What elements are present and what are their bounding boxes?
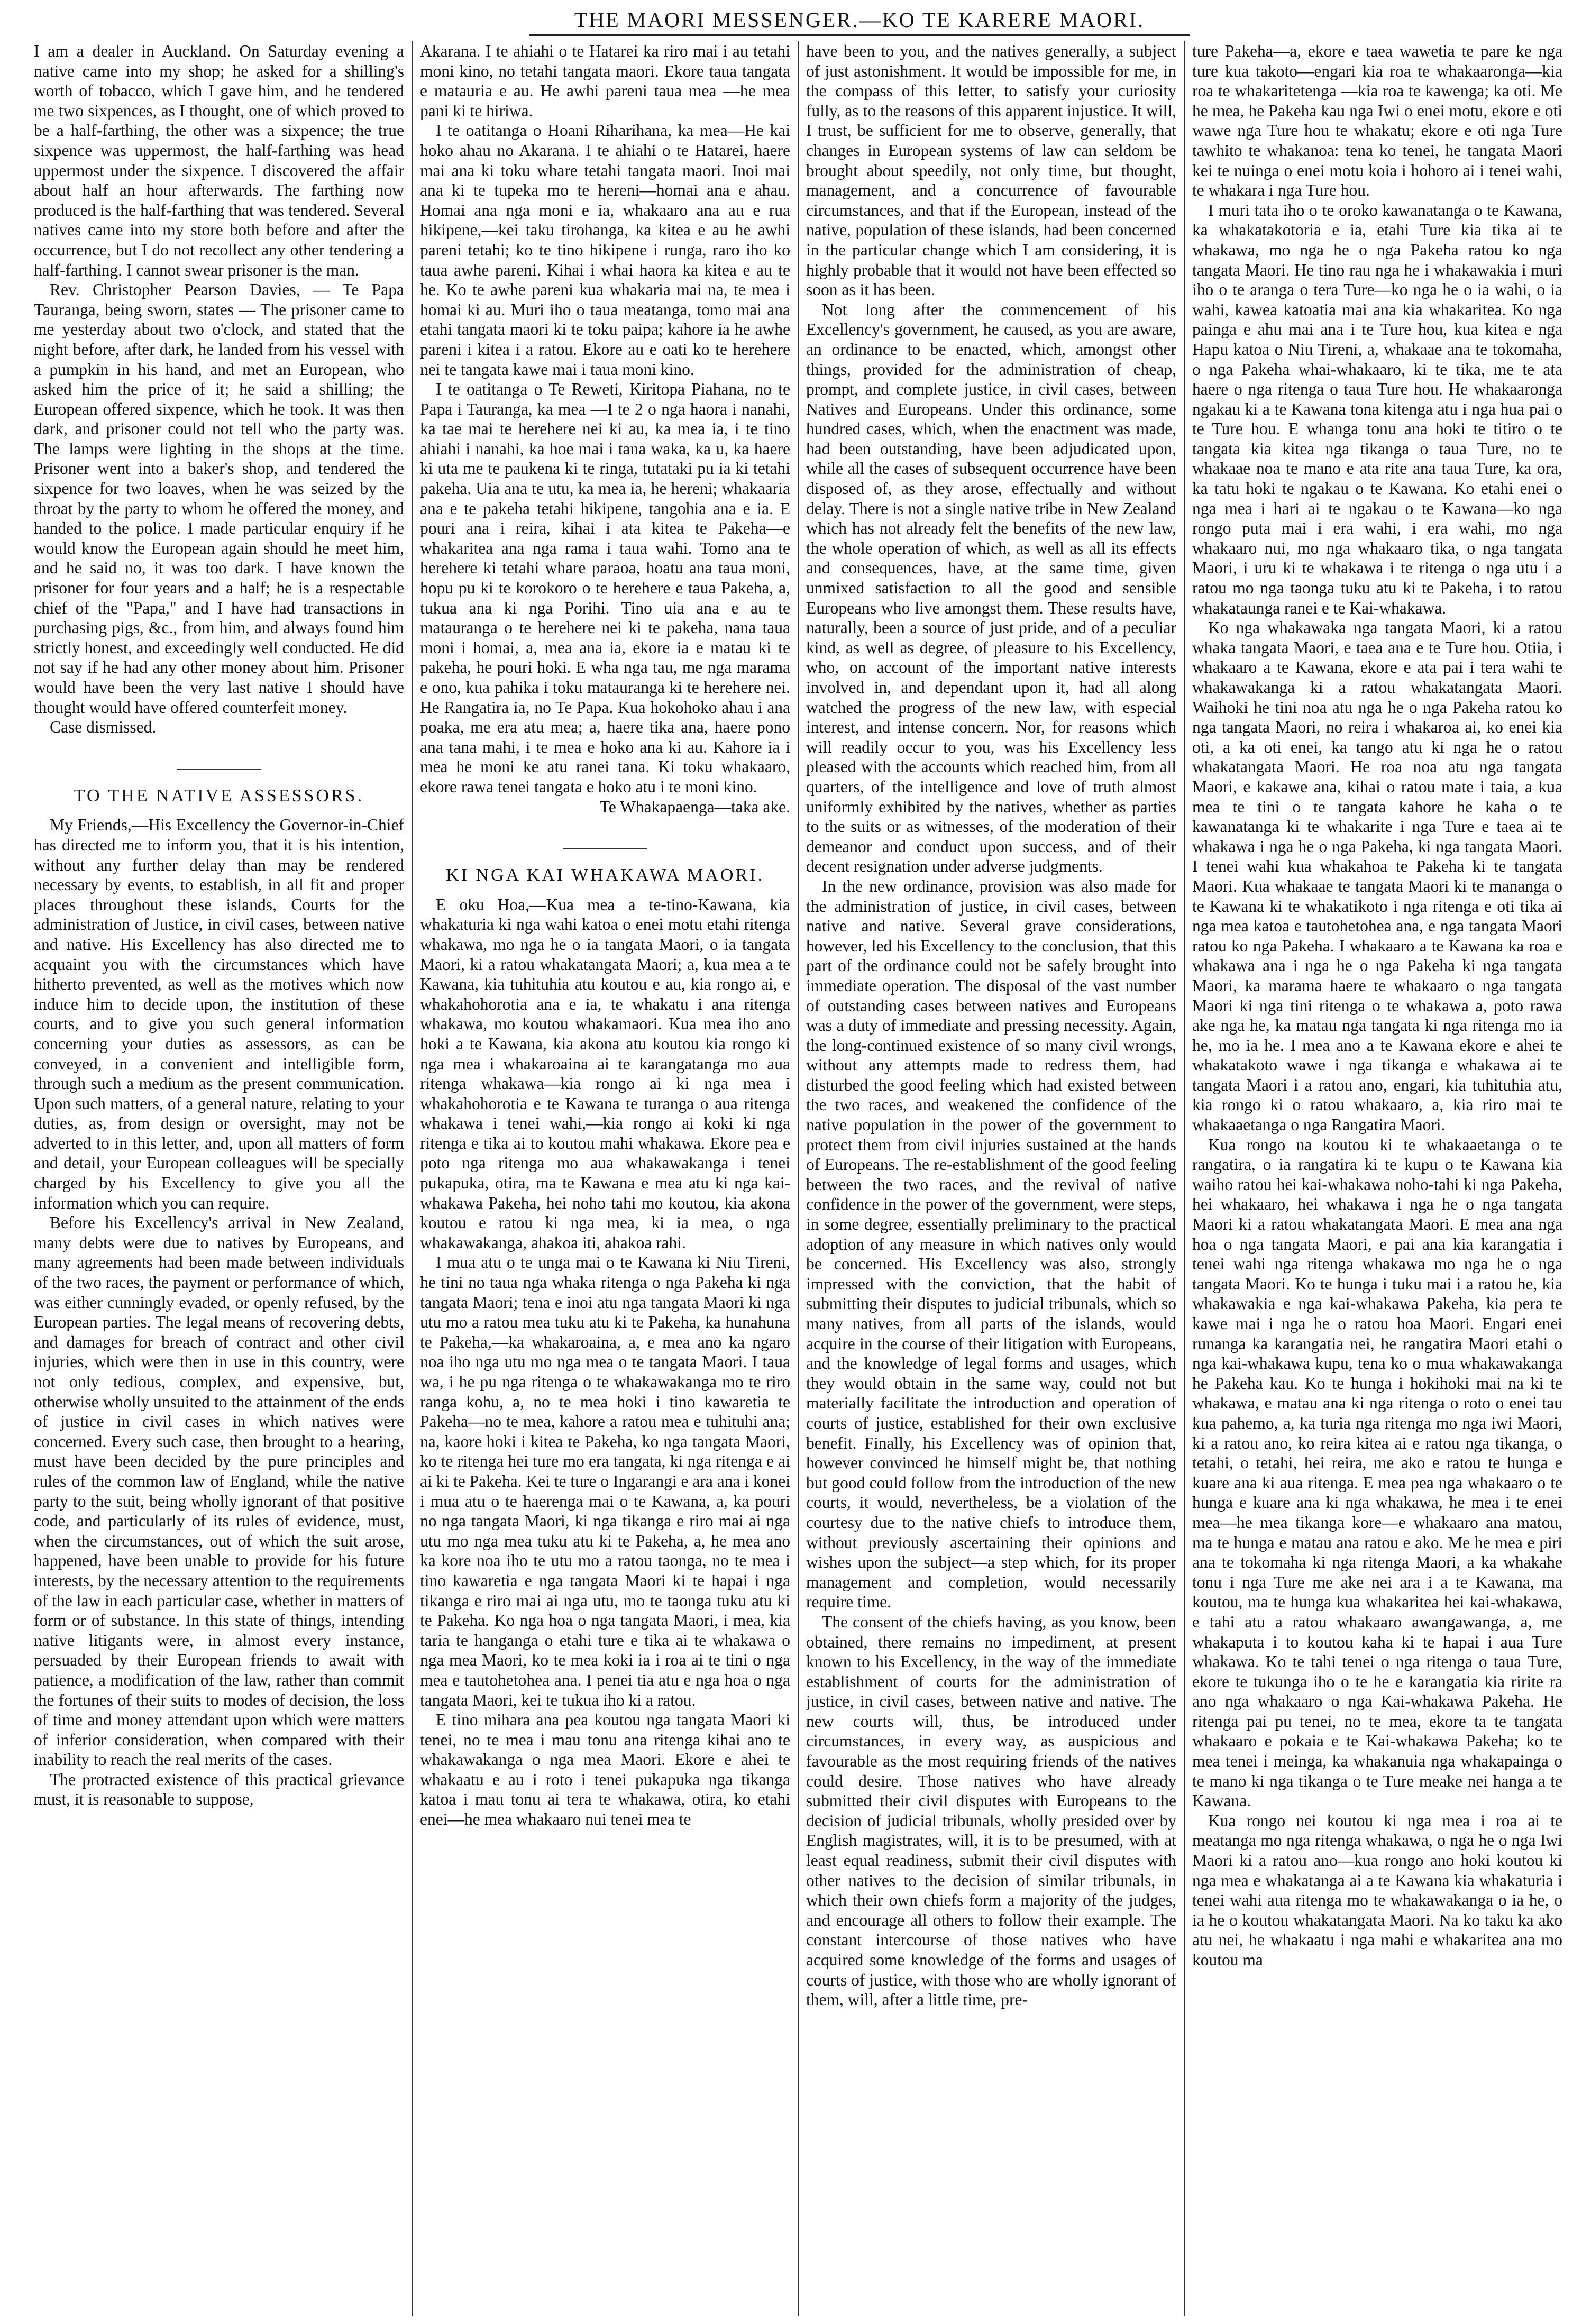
testimony-maori: I te oatitanga o Te Reweti, Kiritopa Piahana, no te Papa i Tauranga, ka mea —I te 2 o nga haora i nanahi, ka tae mai te herehere nei ki au, ka mea ia, i te tino ahiahi i nanahi, ka hoe mai i tana waka, ka u, ka haere ki uta me te paukena ki te ringa, tutataki pu ia ki tetahi pakeha. Uia ana te utu, ka mea ia, he hereni; whakaaria ana e te pakeha tetahi hikipene, tangohia ana e ia. E pouri ana i reira, kihai i ata kitea te Pakeha—e whakaritea ana nga rama i taua wahi. Tomo ana te herehere ki tetahi whare paraoa, hoatu ana taua moni, hopu pu ki te korokoro o te herehere e taua Pakeha, a, tukua ana ki nga Porihi. Tino uia ana e au te matauranga o te herehere nei ki te pakeha, nana taua moni i homai, a, mea ana ia, ekore ia e matau ki te pakeha, he pouri hoki. E wha nga tau, me nga marama e ono, kua pahika i toku matauranga ki te herehere nei. He Rangatira ia, no Te Papa. Kua hokohoko ahau i ana poaka, me era atu mea; a, haere tika ana, haere pono ana tana mahi, i te mea e hoko ana ki au. Kahore ia i mea he moni ke atu ranei tana. Ki toku whakaaro, ekore rawa tenei tangata e hoko atu i te moni kino. xyxy=(420,380,790,796)
letter-paragraph-maori: I muri tata iho o te oroko kawanatanga o te Kawana, ka whakatakotoria e ia, etahi Ture kia tika ai te whakawa, mo nga he o nga Pakeha ratou ko nga tangata Maori. He tino rau nga he i whakawakia i muri iho o te aranga o tera Ture—ko nga he o ia wahi, o ia wahi, kawea katoatia mai ana kia whakaritea. Ko nga painga e ahu mai ana i te Ture hou, kua kitea e nga Hapu katoa o Niu Tireni, a, whakaae ana te tokomaha, o nga Pakeha whai-whakaaro, ki te tika, me te ata haere o nga ritenga o taua Ture hou. He whakaaronga ngakau ki a te Kawana tona kitenga atu i nga hua pai o te Ture hou. E whanga tonu ana hoki te titiro o te tangata kia kitea nga tikanga o taua Ture, no te whakaae noa te mano e ata rite ana taua Ture, ka ora, ka tatu hoki te ngakau o te Kawana. Ko etahi enei o nga mea i hari ai te ngakau o te Kawana—ko nga rongo puta mai i era wahi, i era wahi, mo nga whakaaro nui, mo nga whakaaro tika, o nga tangata Maori, i uru ki te whakawa i te ritenga o nga utu i a ratou mo nga taonga tuku atu ki te Pakeha, i to ratou whakataunga ranei e te Kai-whakawa. xyxy=(1192,200,1562,617)
letter-paragraph-maori: E tino mihara ana pea koutou nga tangata Maori ki tenei, no te mea i mau tonu ana ritenga kihai ano te whakawakanga o nga mea Maori. Ekore e ahei te whakaatu e au i roto i tenei pukapuka nga tikanga katoa i mau tonu ai tera te whakawa, otira, ko etahi enei—he mea whakaaro nui tenei mea te xyxy=(420,1710,790,1829)
letter-paragraph-maori: Kua rongo nei koutou ki nga mea i roa ai te meatanga mo nga ritenga whakawa, o nga he o nga Iwi Maori ki a ratou ano—kua rongo ano hoki koutou ki nga mea e whakatanga ai a te Kawana kia whakaturia i tenei wahi aua ritenga mo te whakawakanga o ia he, o ia he o koutou whakatangata Maori. Na ko taku ka ako atu nei, he whakaatu i nga mahi e whakaritea ana mo koutou ma xyxy=(1192,1811,1562,1969)
case-verdict: Case dismissed. xyxy=(50,718,157,737)
section-divider xyxy=(177,769,261,770)
running-header: THE MAORI MESSENGER.—KO TE KARERE MAORI. xyxy=(529,7,1190,36)
testimony-davies: Rev. Christopher Pearson Davies, — Te Papa Tauranga, being sworn, states — The prisoner came to me yesterday about two o'clock, and stated that the night before, after dark, he landed from his vessel with a pumpkin in his hand, and met an European, who asked him the price of it; he said a shilling; the European offered sixpence, which he took. It was then dark, and prisoner could not tell who the party was. The lamps were lighting in the shops at the time. Prisoner went into a baker's shop, and tendered the sixpence for two loaves, when he was seized by the throat by the party to whom he offered the money, and handed to the police. I made particular enquiry if he would know the European again should he meet him, and he said no, it was too dark. I have known the prisoner for four years and a half; he is a respectable chief of the "Papa," and I have had transactions in purchasing pigs, &c., from him, and always found him strictly honest, and exceedingly well conducted. He did not say if he had any other money about him. Prisoner would have been the very last native I should have thought would have offered counterfeit money. xyxy=(34,280,404,717)
letter-paragraph: Not long after the commencement of his Excellency's government, he caused, as you are aware, an ordinance to be enacted, which, amongst other things, provided for the administration of cheap, prompt, and complete justice, in civil cases, between Natives and Europeans. Under this ordinance, some hundred cases, which, when the enactment was made, had been outstanding, have been adjudicated upon, while all the cases of subsequent occurrence have been disposed of, as they arose, effectually and without delay. There is not a single native tribe in New Zealand which has not already felt the benefits of the new law, the whole operation of which, as well as all its effects and consequences, have, at the same time, given unmixed satisfaction to all the good and sensible Europeans who live amongst them. These results have, naturally, been a source of just pride, and of a peculiar kind, as well as degree, of pleasure to his Excellency, who, on account of the important native interests involved in, and dependant upon it, had all along watched the progress of the new law, with especial interest, and intense concern. Nor, for reasons which will readily occur to you, was his Excellency less pleased with the accounts which reached him, from all quarters, of the intelligence and love of truth almost uniformly exhibited by the natives, whether as parties to the suits or as witnesses, of the moderation of their demeanor and conduct upon success, and of their decent resignation under adverse judgments. xyxy=(806,300,1176,876)
column-3 xyxy=(806,41,1176,2010)
section-divider xyxy=(563,848,647,849)
letter-paragraph-maori: Kua rongo na koutou ki te whakaaetanga o te rangatira, o ia rangatira ki te kupu o te Kawana kia waiho ratou hei kai-whakawa noho-tahi ki nga Pakeha, hei whakaaro, hei whakawa i nga he o nga tangata Maori ki a ratou whakatangata Maori. E mea ana nga hoa o nga tangata Maori, e pai ana kia karangatia i tenei wahi nga ritenga whakawa mo nga he o nga tangata Maori. Ko te hunga i tuku mai i a ratou he, kia whakawakia e nga kai-whakawa Pakeha, kia pera te kawe mai i nga he o ratou hoa Maori. Engari enei runanga ka karangatia nei, he rangatira Maori etahi o nga kai-whakawa kupu, tena ko o mua whakawakanga he Pakeha kau. Ko te hunga i hokihoki mai na ki te whakawa, e matau ana ki nga ritenga o roto o enei tau kua pahemo, a, ka turia nga ritenga mo nga iwi Maori, ki a ratou ano, ko reira kitea ai e ratou nga tikanga, o tetahi, o tetahi, hei reira, me ako e ratou te hunga e kuare ana ki aua ritenga. E mea pea nga whakaaro o te hunga e kuare ana ki nga whakawa, he mea i te enei mea—he mea tikanga kore—e whakaaro ana matou, ma te hunga e matau ana ratou e ako. Me he mea e piri ana te tokomaha ki nga ritenga Maori, a ka whakahe tonu i nga Ture me ake nei ara i a te Kawana, ma koutou, ma te hunga kua whakaritea hei kai-whakawa, e tahi atu a ratou whakaaro awangawanga, a, me whakaputa i to koutou kaha ki te hapai i aua Ture whakawa. Ko te tahi tenei o nga ritenga o taua Ture, ekore te tukunga iho o te he e karangatia kia ririte ra ano nga whakaaro o nga Kai-whakawa Pakeha. He ritenga pai pu tenei, no te mea, ekore ta te tangata whakaaro e pokaia e te Kai-whakawa Pakeha; ko te mea tenei i meinga, ka whakanuia nga whakapainga o te mano ki nga tikanga o te Ture meake nei hanga a te Kawana. xyxy=(1192,1135,1562,1810)
article-heading-english: TO THE NATIVE ASSESSORS. xyxy=(74,785,364,806)
testimony-maori: Akarana. I te ahiahi o te Hatarei ka riro mai i au tetahi moni kino, no tetahi tangata maori. Ekore taua tangata e matauria e au. He awhi pareni taua mea —he mea pani ki te hiriwa. xyxy=(420,42,790,120)
letter-paragraph: The consent of the chiefs having, as you know, been obtained, there remains no impediment, at present known to his Excellency, in the way of the immediate establishment of courts for the administration of justice, in civil cases, between native and native. The new courts will, thus, be introduced under circumstances, in every way, as auspicious and favourable as the most requiring friends of the natives could desire. Those natives who have already submitted their civil disputes with Europeans to the decision of judicial tribunals, wholly presided over by English magistrates, will, it is to be presumed, with at least equal readiness, submit their civil disputes with other natives to the decision of similar tribunals, in which their own chiefs form a majority of the judges, and encourage all others to follow their example. The constant intercourse of those natives who have acquired some knowledge of the forms and usages of courts of justice, with those who are wholly ignorant of them, will, after a little time, pre- xyxy=(806,1612,1176,2009)
letter-paragraph: have been to you, and the natives generally, a subject of just astonishment. It would be impossible for me, in the compass of this letter, to satisfy your curiosity fully, as to the reasons of this apparent injustice. It will, I trust, be sufficient for me to observe, generally, that changes in European systems of law can seldom be brought about speedily, not only time, but thought, management, and a concurrence of favourable circumstances, and that if the European, instead of the native, population of these islands, had been concerned in the particular change which I am considering, it is highly probable that it would not have been effected so soon as it has been. xyxy=(806,42,1176,299)
column-rule xyxy=(412,41,413,2316)
column-rule xyxy=(1184,41,1185,2316)
letter-paragraph-maori: Ko nga whakawaka nga tangata Maori, ki a ratou whaka tangata Maori, e taea ana e te Ture hou. Otiia, i whakaaro a te Kawana, ekore e ata pai i tera wahi te whakawakanga ki a ratou whakatangata Maori. Waihoki he tini noa atu nga he o nga Pakeha ratou ko nga tangata Maori, no reira i whakaroa ai, ko enei kia oti, a ka oti enei, ka tango atu ki nga he o ratou whakatangata Maori. He roa noa atu nga tangata Maori, e kakawe ana, kihai o ratou mate i taia, a kua mea te tini o te tangata kahore he kaha o te kawanatanga ki te whakarite i nga Ture e taea ai te whakawa i nga he o nga Pakeha, ki nga tangata Maori. I tenei wahi kua whakahoa te Pakeha ki te tangata Maori. Kua whakaae te tangata Maori ki te mananga o te Kawana ki te whakatikoto i nga ritenga e oti tika ai nga mea katoa e tautohetohea ana, e nga tangata Maori ratou ko nga Pakeha. I whakaaro a te Kawana ka roa e whakawa ana i nga he o nga Pakeha ki nga tangata Maori, ka marama haere te whakaaro o nga tangata Maori ki nga tini ritenga o te whakawa a, poto rawa ake nga he, ka matau nga tangata ki nga ritenga mo ia he, mo ia he. I mea ano a te Kawana ekore e ahei te whakatakoto wawe i nga tikanga e whakawa ai te tangata Maori i a ratou ano, engari, kia tuhituhia atu, kia rongo ki o ratou whakaaro, a, kia riro mai te whakaaetanga o nga Rangatira Maori. xyxy=(1192,618,1562,1134)
testimony-maori: I te oatitanga o Hoani Riharihana, ka mea—He kai hoko ahau no Akarana. I te ahiahi o te Hatarei, haere mai ana ki toku whare tetahi tangata maori. Inoi mai ana ki te tupeka mo te hereni—homai ana e ahau. Homai ana nga moni e ia, whakaaro ana au e rua hikipene,—kei taku tirohanga, ka kitea e au he awhi pareni tetahi; ko te tino hikipene i runga, raro iho ko taua awhe pareni. Kihai i whai haora ka kitea e au te he. Ko te awhe pareni kua whakaria mai na, te mea i homai ki au. Muri iho o taua meatanga, tomo mai ana etahi tangata maori ki te toku paipa; kahore ia he awhe pareni i kitea i a ratou. Ekore au e oati ko te herehere nei te tangata kawe mai i taua moni kino. xyxy=(420,121,790,379)
column-4 xyxy=(1192,41,1562,1970)
letter-paragraph: In the new ordinance, provision was also made for the administration of justice, in civil cases, between native and native. Several grave considerations, however, led his Excellency to the conclusion, that this part of the ordinance could not be safely brought into immediate operation. The disposal of the vast number of outstanding cases between natives and Europeans was a duty of immediate and pressing necessity. Again, the long-continued existence of so many civil wrongs, without any attempts made to redress them, had disturbed the good feeling which had existed between the two races, and weakened the confidence of the native population in the power of the government to protect them from civil injuries sustained at the hands of Europeans. The re-establishment of the good feeling between the two races, and the revival of native confidence in the power of the government, were steps, in some degree, essentially preliminary to the practical adoption of any measure in which natives only would be concerned. His Excellency was also, strongly impressed with the conviction, that the habit of submitting their disputes to judicial tribunals, which so many natives, from all parts of the islands, would acquire in the course of their litigation with Europeans, and the knowledge of legal forms and usages, which they would obtain in the same way, could not but materially facilitate the introduction and operation of courts of justice, established for their own exclusive benefit. Finally, his Excellency was of opinion that, however convinced he himself might be, that nothing but good could follow from the introduction of the new courts, it would, nevertheless, be a violation of the courtesy due to the native chiefs to introduce them, without previously ascertaining their opinions and wishes upon the subject—a step which, for its proper management and completion, would necessarily require time. xyxy=(806,876,1176,1612)
letter-paragraph-maori: I mua atu o te unga mai o te Kawana ki Niu Tireni, he tini no taua nga whaka ritenga o nga Pakeha ki nga tangata Maori; tena e inoi atu nga tangata Maori ki nga utu mo a ratou mea tuku atu ki te Pakeha, ka hunahuna te Pakeha,—ka whakaroaina, a, e mea ano ka ngaro noa iho nga utu mo nga mea o te tangata Maori. I taua wa, i he pu nga ritenga o te whakawakanga mo te riro ranga kohu, a, no te mea hoki i tino kawaretia te Pakeha—no te mea, kahore a ratou mea e tuhituhi ana; na, kaore hoki i kitea te Pakeha, ko nga tangata Maori, ko te ritenga hei ture mo era tangata, ki nga ritenga e ai ai ki te Pakeha. Kei te ture o Ingarangi e ara ana i konei i mua atu o te haerenga mai o te Kawana, a, ka pouri no nga tangata Maori, ki nga tikanga e riro mai ai nga utu mo nga mea tuku atu ki te Pakeha, a, he mea ano ka kore noa iho te utu mo a ratou taonga, no te mea i tino kawaretia e nga tangata Maori ki te hapai i nga tikanga e riro mai ai nga utu, mo te taonga tuku atu ki te Pakeha. Ko nga hoa o nga tangata Maori, i mea, kia taria te hanganga o etahi ture e tika ai te whakawa o nga mea Maori, ko te mea koki ia i roa ai te tini o nga mea e tautohetohea ana. I penei tia atu e nga hoa o nga tangata Maori, kei te tukua iho ki a ratou. xyxy=(420,1253,790,1709)
letter-paragraph-maori: ture Pakeha—a, ekore e taea wawetia te pare ke nga ture kua takoto—engari kia roa te whakaaronga—kia roa te whakaritetenga —kia roa te kawenga; ka oti. Me he mea, he Pakeha kau nga Iwi o enei motu, ekore e oti wawe nga Ture hou te whakatu; ekore e oti nga Ture tawhito te whakanoa: tena ko tenei, he tangata Maori kei te nuinga o enei motu koia i hohoro ai i tenei wahi, te whakara i nga Ture hou. xyxy=(1192,42,1562,200)
letter-paragraph: Before his Excellency's arrival in New Zealand, many debts were due to natives by Europeans, and many agreements had been made between individuals of the two races, the payment or performance of which, was either cunningly evaded, or openly refused, by the European parties. The legal means of recovering debts, and damages for breach of contract and other civil injuries, which were then in use in this country, were not only tedious, complex, and expensive, but, otherwise wholly unsuited to the attainment of the ends of justice in civil cases in which natives were concerned. Every such case, then brought to a hearing, must have been decided by the pure principles and rules of the common law of England, while the native party to the suit, being wholly ignorant of that positive code, and particularly of its rules of evidence, must, when the circumstances, out of which the suit arose, happened, have been unable to provide for his future interests, by the necessary attention to the requirements of the law in each particular case, whether in matters of form or of substance. In this state of things, intending native litigants were, in almost every instance, persuaded by their European friends to await with patience, a modification of the law, rather than commit the fortunes of their suits to modes of decision, the loss of time and money attendant upon which were matters of inferior consideration, when compared with their inability to reach the real merits of the cases. xyxy=(34,1213,404,1769)
case-verdict-maori: Te Whakapaenga—taka ake. xyxy=(599,797,790,816)
letter-paragraph: My Friends,—His Excellency the Governor-in-Chief has directed me to inform you, that it is his intention, without any further delay than may be rendered necessary by events, to establish, in all fit and proper places throughout these islands, Courts for the administration of Justice, in civil cases, between native and native. His Excellency has also directed me to acquaint you with the circumstances which have hitherto prevented, as well as the motives which now induce him to decide upon, the institution of these courts, and to give you such general information concerning your duties as assessors, as can be conveyed, in a convenient and intelligible form, through such a medium as the present communication. Upon such matters, of a general nature, relating to your duties, as, from design or oversight, may not be adverted to in this letter, and, upon all matters of form and detail, your European colleagues will be specially charged by his Excellency to give you all the information which you can require. xyxy=(34,816,404,1212)
letter-paragraph-maori: E oku Hoa,—Kua mea a te-tino-Kawana, kia whakaturia ki nga wahi katoa o enei motu etahi ritenga whakawa, mo nga he o ia tangata Maori, o ia tangata Maori, ki a ratou whakatangata Maori; a, kua mea a te Kawana, kia tuhituhia atu koutou e au, kia rongo ai, e whakahohorotia ana e ia, te whakatu i ana ritenga whakawa, mo koutou whakamaori. Kua mea iho ano hoki a te Kawana, kia akona atu koutou kia rongo ki nga mea i whakaroaina ai te karangatanga mo aua ritenga whakawa—kia rongo ai ki nga mea i whakahohorotia e te Kawana te turanga o aua ritenga whakawa i tenei wahi,—kia rongo ai koki ki nga ritenga e tika ai to koutou mahi whakawa. Ekore pea e poto nga ritenga mo aua whakawakanga i tenei pukapuka, otira, ma te Kawana e mea atu ki nga kai-whakawa Pakeha, hei noho tahi mo koutou, kia akona koutou e ratou ki nga mea, ki ia mea, o nga whakawakanga, ahakoa iti, ahakoa rahi. xyxy=(420,895,790,1252)
testimony-dealer: I am a dealer in Auckland. On Saturday evening a native came into my shop; he asked for a shilling's worth of tobacco, which I gave him, and he tendered me two sixpences, as I thought, one of which proved to be a half-farthing, the other was a sixpence; the true sixpence was uppermost, the half-farthing was head uppermost under the sixpence. I discovered the affair about half an hour afterwards. The farthing now produced is the half-farthing that was tendered. Several natives came into my store both before and after the occurrence, but I do not recollect any other tendering a half-farthing. I cannot swear prisoner is the man. xyxy=(34,42,404,279)
article-heading-maori: KI NGA KAI WHAKAWA MAORI. xyxy=(446,865,764,885)
letter-paragraph: The protracted existence of this practical grievance must, it is reasonable to suppose, xyxy=(34,1770,404,1809)
column-rule xyxy=(798,41,799,2316)
column-2 xyxy=(420,41,790,1829)
column-1 xyxy=(34,41,404,1809)
